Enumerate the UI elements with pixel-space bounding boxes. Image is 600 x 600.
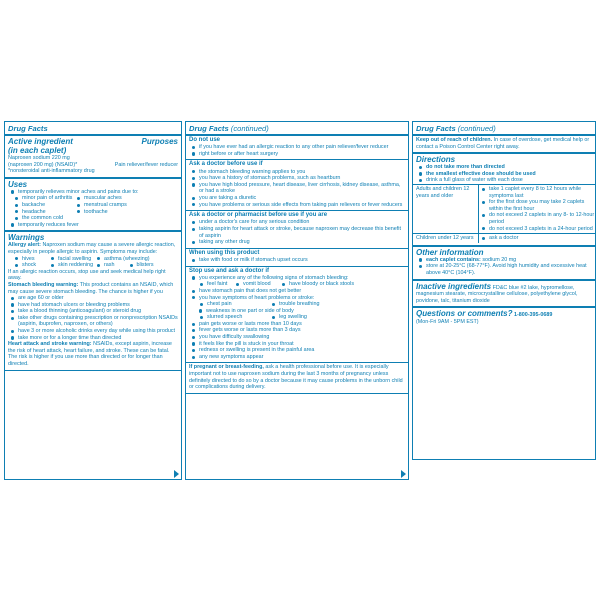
directions-adult-item: for the first dose you may take 2 caplets within the first hour bbox=[479, 199, 595, 212]
allergy-symptom: shock bbox=[14, 262, 50, 269]
pregnancy-section bbox=[186, 363, 408, 393]
continue-arrow-icon bbox=[174, 470, 179, 478]
stomach-item: have had stomach ulcers or bleeding problems bbox=[8, 302, 178, 309]
ask-pharmacist-item: taking any other drug bbox=[189, 239, 405, 246]
panel-title-continued: (continued) bbox=[457, 124, 496, 133]
directions-item: the smallest effective dose should be used bbox=[416, 171, 592, 178]
stop-use-item: have stomach pain that does not get better bbox=[189, 288, 405, 295]
directions-children-label: Children under 12 years bbox=[413, 234, 479, 243]
uses-grid-item: headache bbox=[14, 209, 76, 216]
directions-adult-item: do not exceed 2 caplets in any 8- to 12-hour period bbox=[479, 212, 595, 225]
uses-section bbox=[5, 179, 181, 233]
stomach-item: take other drugs containing prescription or nonprescription NSAIDs (aspirin, ibuprofen, naproxen, or others) bbox=[8, 315, 178, 328]
other-information-item: each caplet contains: sodium 20 mg bbox=[416, 257, 592, 264]
stop-use-item: pain gets worse or lasts more than 10 days bbox=[189, 321, 405, 328]
stop-use-grid bbox=[189, 281, 405, 288]
stop-use-grid bbox=[189, 314, 405, 321]
drug-facts-panel-3 bbox=[412, 121, 596, 460]
directions-row-children bbox=[413, 234, 595, 243]
ask-pharmacist-item: taking aspirin for heart attack or stroke, because naproxen may decrease this benefit of aspirin bbox=[189, 226, 405, 239]
directions-adult-item: do not exceed 3 caplets in a 24-hour period bbox=[479, 226, 595, 233]
allergy-symptom: rash blisters bbox=[96, 262, 146, 269]
questions-header: Questions or comments? bbox=[416, 309, 513, 319]
ask-doctor-header: Ask a doctor before use if bbox=[189, 161, 263, 168]
directions-child-item: ask a doctor bbox=[479, 235, 595, 242]
uses-grid-item: muscular aches bbox=[76, 195, 150, 202]
do-not-use-item: right before or after heart surgery bbox=[189, 151, 405, 158]
stop-use-item: you experience any of the following signs of stomach bleeding: bbox=[189, 275, 405, 282]
directions-table bbox=[413, 184, 595, 243]
ask-doctor-item: you are taking a diuretic bbox=[189, 195, 405, 202]
stop-use-item: you have symptoms of heart problems or stroke: bbox=[189, 295, 405, 302]
stop-use-sign: leg swelling bbox=[271, 314, 351, 321]
directions-section bbox=[413, 154, 595, 247]
stomach-item: take more or for a longer time than directed bbox=[8, 335, 178, 342]
when-using-header: When using this product bbox=[189, 249, 260, 256]
drug-facts-panel-1 bbox=[4, 121, 182, 480]
panel-title: Drug Facts bbox=[5, 122, 181, 136]
heart-warning-text: NSAIDs, except aspirin, increase the risk of heart attack, heart failure, and stroke. These can be fatal. The risk is higher if you use more than directed or for longer than directed. bbox=[8, 341, 172, 368]
stop-use-item: fever gets worse or lasts more than 3 days bbox=[189, 327, 405, 334]
questions-phone: 1-800-395-0689 bbox=[513, 312, 553, 319]
allergy-symptom: hives bbox=[14, 256, 50, 263]
continue-arrow-icon bbox=[401, 470, 406, 478]
heart-warning bbox=[8, 341, 178, 367]
stop-use-sign: trouble breathing bbox=[271, 301, 351, 308]
allergy-symptom: blisters bbox=[136, 262, 154, 269]
directions-item: drink a full glass of water with each dose bbox=[416, 177, 592, 184]
active-ingredient-purpose: Pain reliever/fever reducer bbox=[114, 161, 178, 168]
uses-item: temporarily relieves minor aches and pains due to: bbox=[8, 189, 178, 196]
allergy-alert bbox=[8, 242, 178, 255]
directions-header: Directions bbox=[416, 155, 456, 165]
other-information-section bbox=[413, 247, 595, 281]
stomach-warning-text: This product contains an NSAID, which may cause severe stomach bleeding. The chance is higher if you bbox=[8, 281, 174, 295]
uses-grid-item: the common cold bbox=[14, 215, 76, 222]
pregnancy-text: ask a health professional before use. It is especially important not to use naproxen sodium during the last 3 months of pregnancy unless definitely directed to do so by a doctor because it may cause problems in the unborn child or complications during delivery. bbox=[189, 364, 403, 391]
allergy-symptom: skin reddening bbox=[50, 262, 96, 269]
ask-doctor-item: you have high blood pressure, heart disease, liver cirrhosis, kidney disease, asthma, or had a stroke bbox=[189, 182, 405, 195]
uses-grid-item: minor pain of arthritis bbox=[14, 195, 76, 202]
active-ingredient-section bbox=[5, 136, 181, 179]
warnings-header: Warnings bbox=[8, 233, 45, 243]
stop-use-item: redness or swelling is present in the painful area bbox=[189, 347, 405, 354]
uses-item: temporarily reduces fever bbox=[8, 222, 178, 229]
stop-use-sign: have bloody or black stools bbox=[281, 281, 381, 288]
stop-use-item: any new symptoms appear bbox=[189, 354, 405, 361]
active-ingredient-line-1: Naproxen sodium 220 mg bbox=[8, 155, 70, 161]
uses-grid bbox=[8, 195, 178, 221]
ask-doctor-section bbox=[186, 160, 408, 211]
ask-pharmacist-section bbox=[186, 211, 408, 249]
stop-use-sign: chest pain bbox=[199, 301, 271, 308]
ask-doctor-item: you have problems or serious side effects from taking pain relievers or fever reducers bbox=[189, 202, 405, 209]
active-ingredient-subheader: (in each caplet) bbox=[8, 146, 67, 155]
stomach-warning bbox=[8, 282, 178, 295]
allergy-symptom: facial swelling bbox=[50, 256, 96, 263]
stop-use-sign: feel faint bbox=[199, 281, 235, 288]
ask-doctor-item: you have a history of stomach problems, such as heartburn bbox=[189, 175, 405, 182]
active-ingredient-footnote: *nonsteroidal anti-inflammatory drug bbox=[8, 168, 95, 175]
drug-facts-panel-2 bbox=[185, 121, 409, 480]
warnings-section bbox=[5, 232, 181, 370]
active-ingredient-header: Active ingredient bbox=[8, 137, 73, 146]
allergy-alert-text: Naproxen sodium may cause a severe allergic reaction, especially in people allergic to aspirin. Symptoms may include: bbox=[8, 242, 176, 255]
directions-adult-item: take 1 caplet every 8 to 12 hours while symptoms last bbox=[479, 186, 595, 199]
stomach-item: are age 60 or older bbox=[8, 295, 178, 302]
do-not-use-header: Do not use bbox=[189, 137, 220, 143]
panel-title: Drug Facts (continued) bbox=[186, 122, 408, 136]
other-information-item: store at 20-25°C (68-77°F). Avoid high humidity and excessive heat above 40°C (104°F). bbox=[416, 263, 592, 276]
active-ingredient-line-2: (naproxen 200 mg) (NSAID)* bbox=[8, 161, 78, 168]
ask-pharmacist-item: under a doctor's care for any serious condition bbox=[189, 219, 405, 226]
questions-line bbox=[416, 309, 592, 319]
uses-header: Uses bbox=[8, 179, 28, 189]
directions-item: do not take more than directed bbox=[416, 164, 592, 171]
allergy-symptoms-grid bbox=[8, 256, 178, 269]
pregnancy-warning bbox=[189, 364, 405, 390]
do-not-use-section bbox=[186, 136, 408, 160]
when-using-section bbox=[186, 249, 408, 267]
when-using-item: take with food or milk if stomach upset occurs bbox=[189, 257, 405, 264]
stomach-warning-label: Stomach bleeding warning: bbox=[8, 281, 79, 288]
stop-use-item: you have difficulty swallowing bbox=[189, 334, 405, 341]
keep-out-label: Keep out of reach of children. bbox=[416, 137, 493, 143]
allergy-after-text: If an allergic reaction occurs, stop use and seek medical help right away. bbox=[8, 268, 166, 282]
heart-warning-label: Heart attack and stroke warning: bbox=[8, 341, 92, 348]
do-not-use-item: if you have ever had an allergic reaction to any other pain reliever/fever reducer bbox=[189, 144, 405, 151]
ask-doctor-item: the stomach bleeding warning applies to you bbox=[189, 169, 405, 176]
pregnancy-label: If pregnant or breast-feeding, bbox=[189, 364, 264, 371]
inactive-ingredients-section bbox=[413, 281, 595, 309]
keep-out-text: Keep out of reach of children. In case of overdose, get medical help or contact a Poison Control Center right away. bbox=[416, 137, 590, 150]
questions-section bbox=[413, 308, 595, 327]
directions-adults-label: Adults and children 12 years and older bbox=[413, 184, 479, 233]
stop-use-sign: weakness in one part or side of body bbox=[189, 308, 405, 315]
other-information-header: Other information bbox=[416, 247, 484, 257]
inactive-ingredients-text: FD&C blue #2 lake, hypromellose, magnesium stearate, microcrystalline cellulose, polyethylene glycol, povidone, talc, titanium dioxide bbox=[416, 284, 578, 304]
inactive-ingredients-header: Inactive ingredients bbox=[416, 281, 492, 291]
panel-title: Drug Facts (continued) bbox=[413, 122, 595, 136]
directions-row-adults bbox=[413, 184, 595, 233]
keep-out-section bbox=[413, 136, 595, 154]
stomach-item: have 3 or more alcoholic drinks every day while using this product bbox=[8, 328, 178, 335]
stop-use-sign: vomit blood bbox=[235, 281, 281, 288]
ask-pharmacist-header: Ask a doctor or pharmacist before use if you are bbox=[189, 212, 328, 219]
uses-grid-item: menstrual cramps bbox=[76, 202, 150, 209]
stop-use-item: it feels like the pill is stuck in your throat bbox=[189, 341, 405, 348]
inactive-ingredients bbox=[416, 282, 592, 305]
stomach-item: take a blood thinning (anticoagulant) or steroid drug bbox=[8, 308, 178, 315]
purposes-header: Purposes bbox=[141, 137, 178, 146]
stop-use-sign: slurred speech bbox=[199, 314, 271, 321]
panel-title-continued: (continued) bbox=[230, 124, 269, 133]
stop-use-section bbox=[186, 267, 408, 364]
allergy-alert-label: Allergy alert: bbox=[8, 242, 41, 249]
uses-grid-item: backache bbox=[14, 202, 76, 209]
uses-grid-item: toothache bbox=[76, 209, 150, 216]
allergy-symptom: asthma (wheezing) bbox=[96, 256, 146, 263]
questions-hours: (Mon-Fri 9AM - 5PM EST) bbox=[416, 318, 479, 325]
stop-use-header: Stop use and ask a doctor if bbox=[189, 267, 270, 274]
stop-use-grid bbox=[189, 301, 405, 308]
